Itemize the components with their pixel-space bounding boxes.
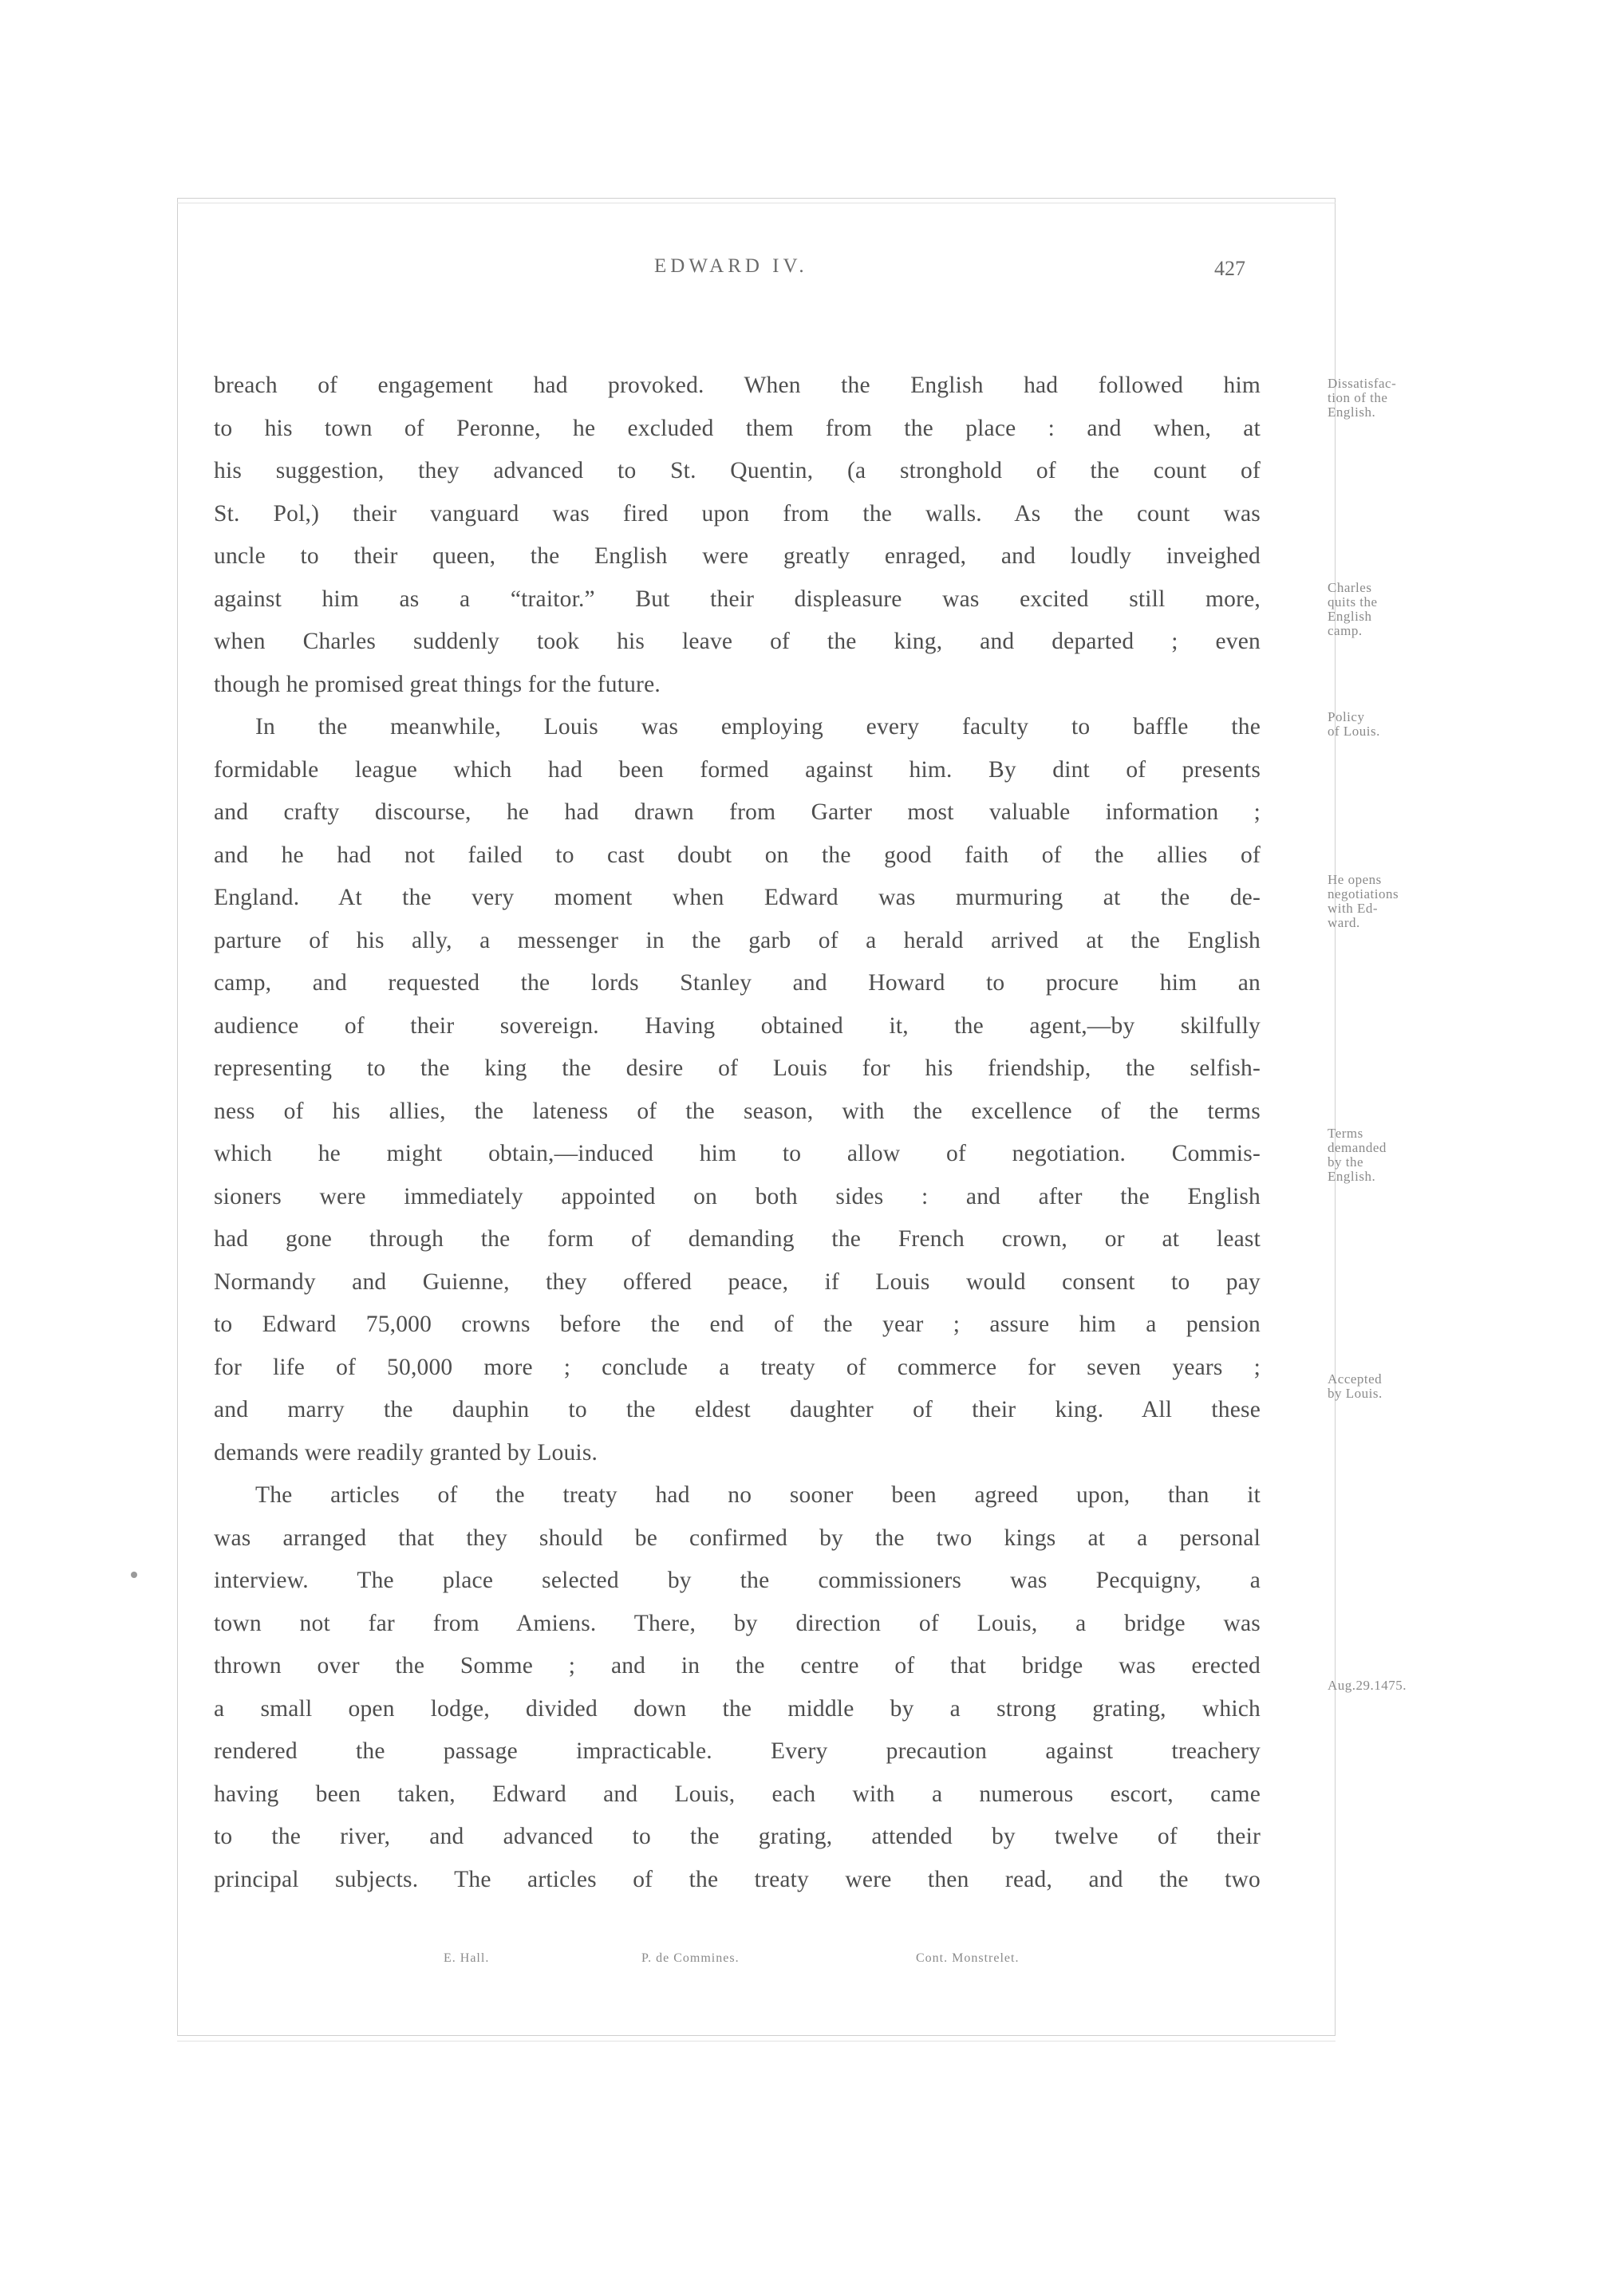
body-line: to Edward 75,000 crowns before the end of the year ; assure him a pension [214, 1312, 1261, 1337]
body-text [214, 365, 1261, 1901]
body-line: formidable league which had been formed against him. By dint of presents [214, 756, 1261, 783]
body-line: interview. The place selected by the commissioners was Pecquigny, a [214, 1568, 1261, 1593]
body-line: against him as a “traitor.” But their displeasure was excited still more, [214, 586, 1261, 612]
body-line: Normandy and Guienne, they offered peace, if Louis would consent to pay [214, 1268, 1261, 1295]
margin-note-terms-demanded: Terms demanded by the English. [1328, 1126, 1387, 1184]
body-line: had gone through the form of demanding the French crown, or at least [214, 1226, 1261, 1252]
body-line: breach of engagement had provoked. When the English had followed him [214, 373, 1261, 398]
body-line: England. At the very moment when Edward was murmuring at the de- [214, 885, 1261, 910]
margin-note-accepted: Accepted by Louis. [1328, 1371, 1383, 1401]
margin-note-dissatisfaction: Dissatisfac- tion of the English. [1328, 376, 1397, 420]
body-line: a small open lodge, divided down the middle by a strong grating, which [214, 1695, 1261, 1722]
footer-source-hall: E. Hall. [444, 1951, 490, 1965]
body-line: and marry the dauphin to the eldest daughter of their king. All these [214, 1397, 1261, 1422]
body-line: to the river, and advanced to the grating, attended by twelve of their [214, 1824, 1261, 1849]
body-line: when Charles suddenly took his leave of the king, and departed ; even [214, 629, 1261, 654]
margin-dot [131, 1572, 137, 1578]
body-line: uncle to their queen, the English were greatly enraged, and loudly inveighed [214, 543, 1261, 569]
body-line: town not far from Amiens. There, by direction of Louis, a bridge was [214, 1610, 1261, 1636]
page-number: 427 [1214, 257, 1245, 280]
body-line: representing to the king the desire of Louis for his friendship, the selfish- [214, 1055, 1261, 1081]
margin-note-policy-of-louis: Policy of Louis. [1328, 709, 1380, 739]
body-line: principal subjects. The articles of the treaty were then read, and the two [214, 1866, 1261, 1892]
body-line: audience of their sovereign. Having obtained it, the agent,—by skilfully [214, 1012, 1261, 1039]
body-line: sioners were immediately appointed on both sides : and after the English [214, 1183, 1261, 1209]
body-line: camp, and requested the lords Stanley and Howard to procure him an [214, 970, 1261, 996]
margin-note-charles-quits: Charles quits the English camp. [1328, 580, 1378, 638]
body-line: and he had not failed to cast doubt on the good faith of the allies of [214, 842, 1261, 868]
body-line: his suggestion, they advanced to St. Quentin, (a stronghold of the count of [214, 458, 1261, 483]
body-line: having been taken, Edward and Louis, each with a numerous escort, came [214, 1781, 1261, 1807]
body-line: to his town of Peronne, he excluded them from the place : and when, at [214, 415, 1261, 441]
footer-source-commines: P. de Commines. [641, 1951, 740, 1965]
body-line: In the meanwhile, Louis was employing every faculty to baffle the [255, 714, 1261, 740]
body-line: rendered the passage impracticable. Every precaution against treachery [214, 1738, 1261, 1764]
body-line: demands were readily granted by Louis. [214, 1439, 598, 1466]
frame-rule-bottom [177, 2041, 1336, 2042]
body-line: which he might obtain,—induced him to allow of negotiation. Commis- [214, 1141, 1261, 1166]
body-line: The articles of the treaty had no sooner been agreed upon, than it [255, 1482, 1261, 1508]
footer-source-monstrelet: Cont. Monstrelet. [916, 1951, 1020, 1965]
body-line: was arranged that they should be confirmed by the two kings at a personal [214, 1525, 1261, 1551]
body-line: parture of his ally, a messenger in the garb of a herald arrived at the English [214, 927, 1261, 953]
margin-note-negotiations: He opens negotiations with Ed- ward. [1328, 872, 1399, 930]
body-line: and crafty discourse, he had drawn from Garter most valuable information ; [214, 799, 1261, 825]
body-line: ness of his allies, the lateness of the season, with the excellence of the terms [214, 1098, 1261, 1124]
body-line: for life of 50,000 more ; conclude a treaty of commerce for seven years ; [214, 1354, 1261, 1380]
body-line: though he promised great things for the future. [214, 671, 661, 697]
running-title: EDWARD IV. [654, 255, 808, 277]
margin-note-date: Aug.29.1475. [1328, 1678, 1407, 1693]
body-line: thrown over the Somme ; and in the centre of that bridge was erected [214, 1653, 1261, 1679]
body-line: St. Pol,) their vanguard was fired upon from the walls. As the count was [214, 500, 1261, 527]
